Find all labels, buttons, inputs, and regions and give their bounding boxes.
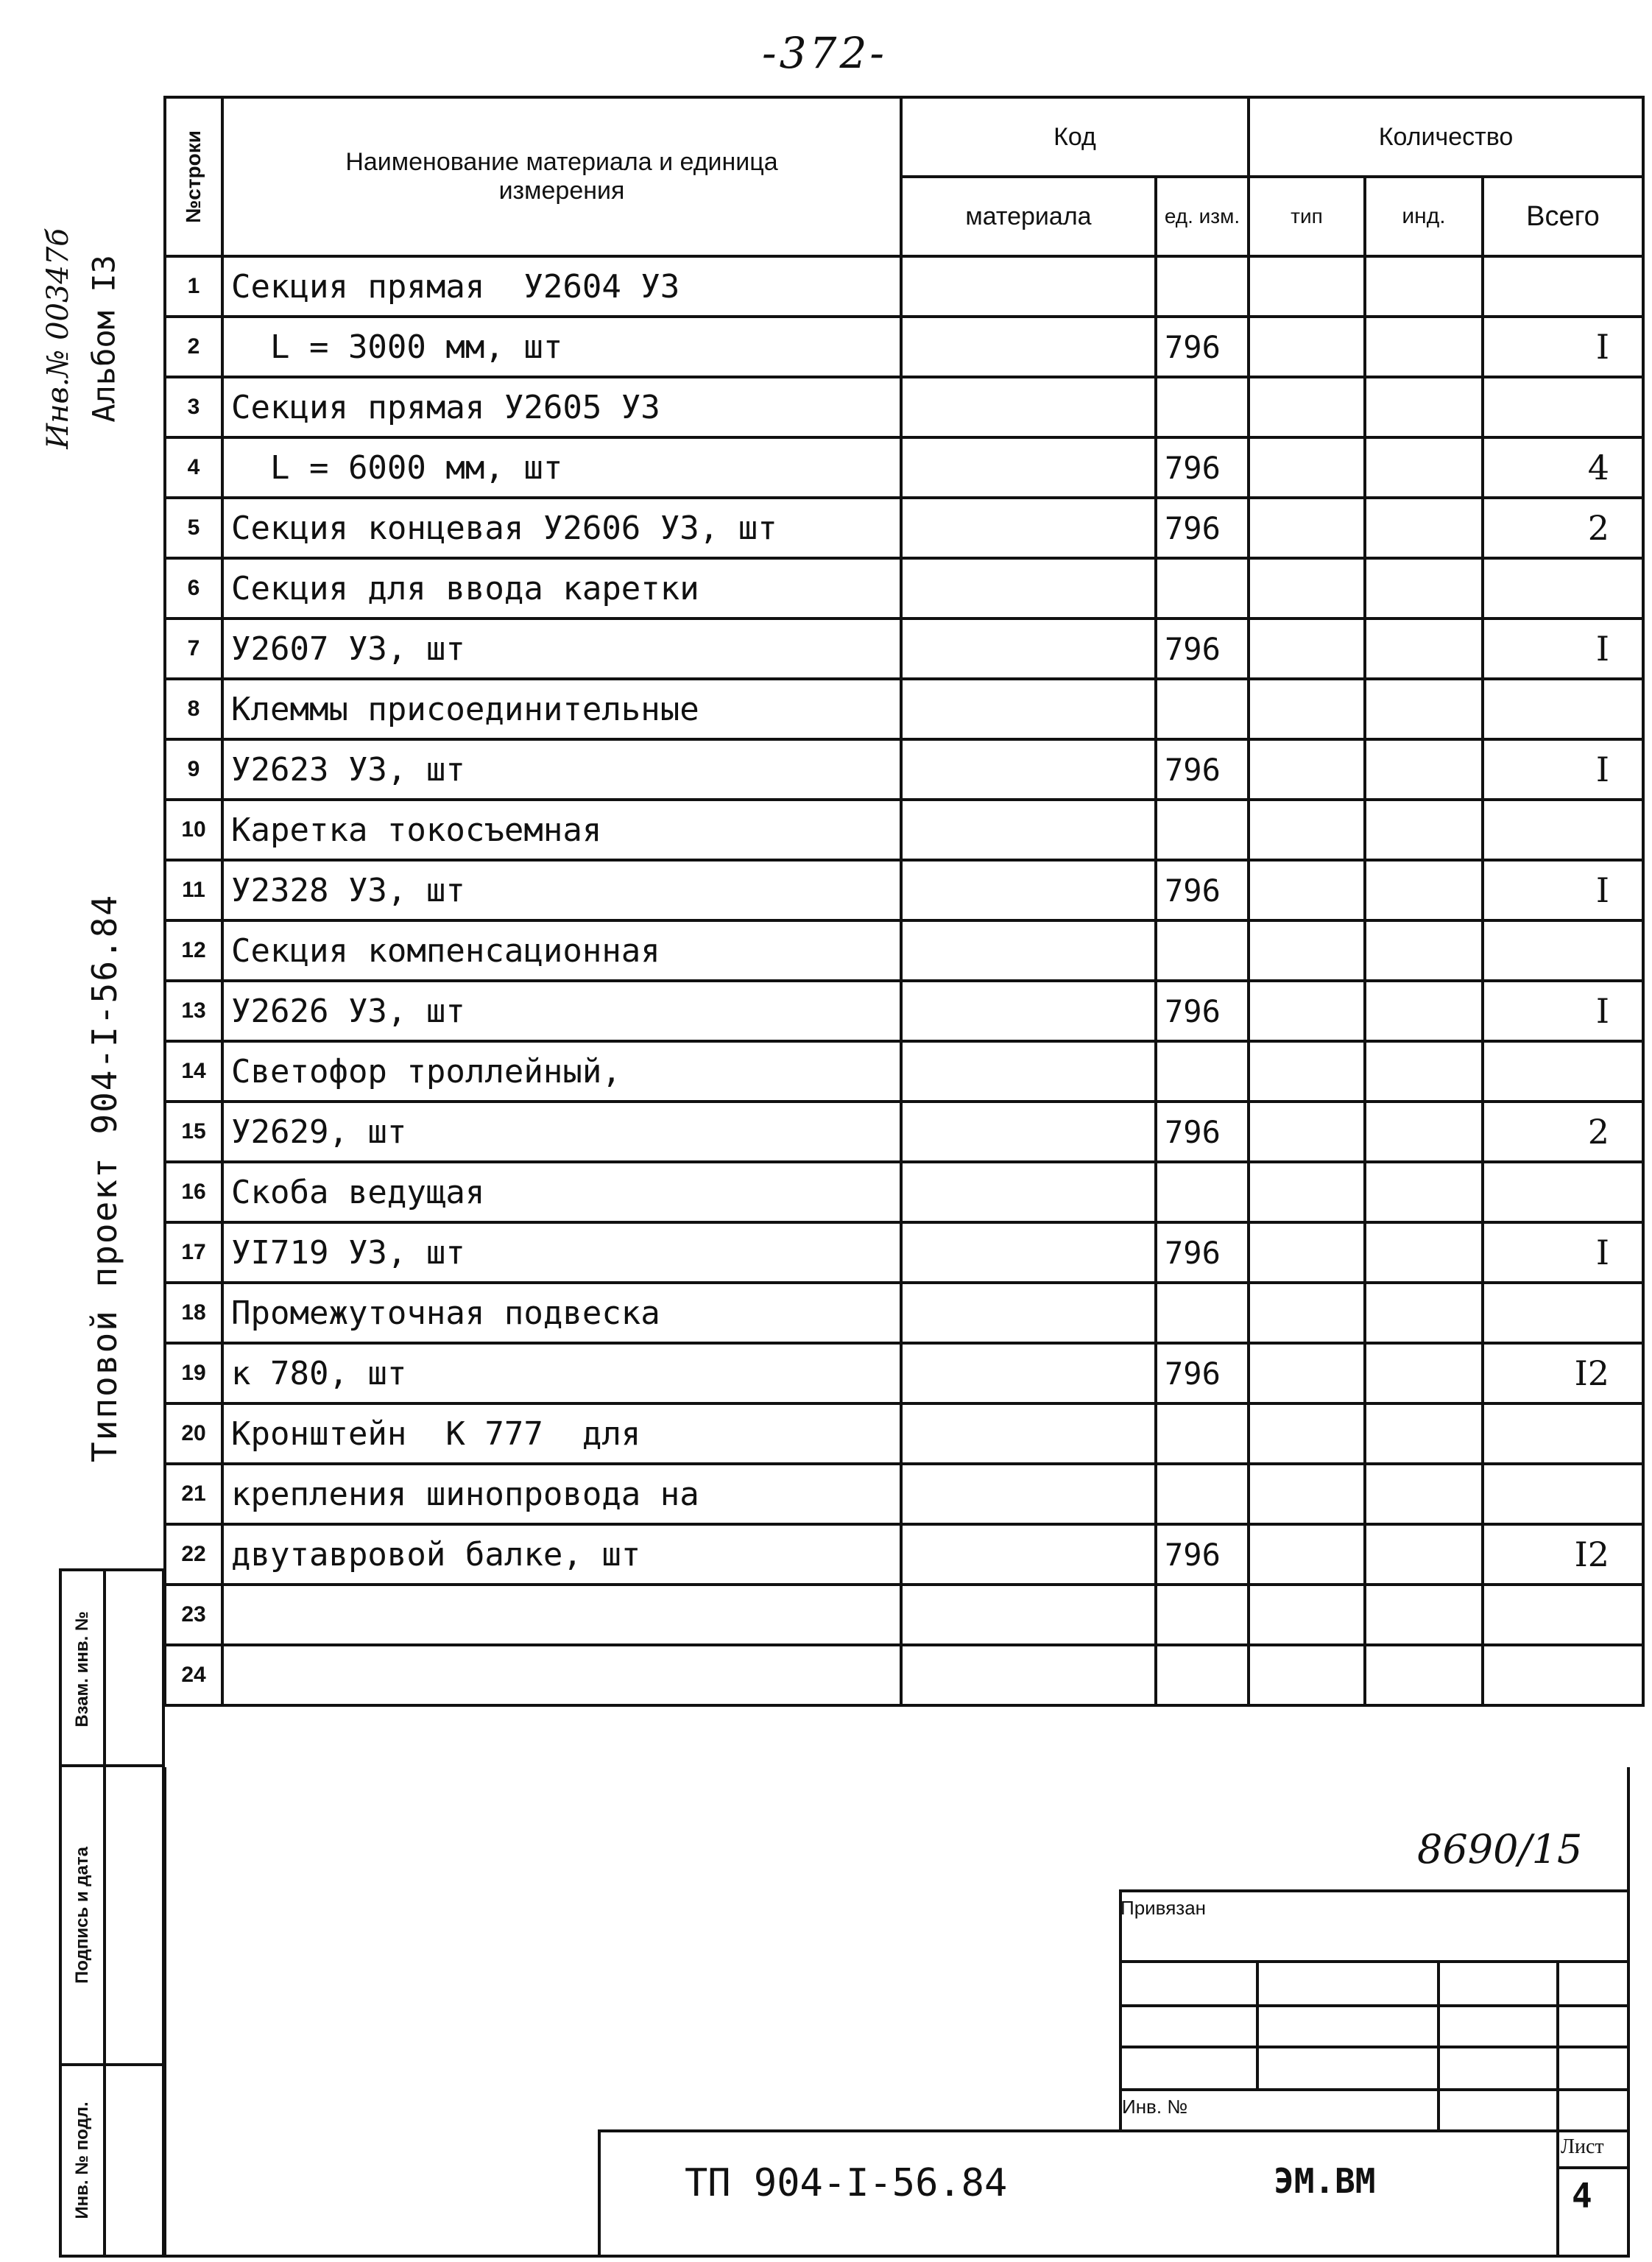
material-code (901, 1464, 1156, 1524)
stamp-line-2 (1119, 2004, 1630, 2007)
stamp-document-code: ЭМ.ВМ (1274, 2161, 1376, 2201)
quantity-total: 2 (1483, 498, 1643, 558)
unit-code: 796 (1156, 739, 1249, 800)
quantity-total: 2 (1483, 1102, 1643, 1162)
quantity-type (1249, 498, 1365, 558)
frame-bottom (163, 2255, 1630, 2258)
row-number: 21 (165, 1464, 222, 1524)
frame-right (1627, 1767, 1630, 2258)
material-code (901, 739, 1156, 800)
quantity-total: I2 (1483, 1524, 1643, 1585)
row-number: 20 (165, 1403, 222, 1464)
unit-code (1156, 800, 1249, 860)
quantity-individual (1365, 1162, 1483, 1222)
quantity-type (1249, 1464, 1365, 1524)
unit-code (1156, 256, 1249, 317)
row-number: 4 (165, 437, 222, 498)
stamp-vline-3 (1556, 1960, 1559, 2258)
unit-code: 796 (1156, 1222, 1249, 1283)
quantity-type (1249, 1403, 1365, 1464)
header-code: Код (901, 97, 1249, 177)
material-code (901, 317, 1156, 377)
material-name: крепления шинопровода на (222, 1464, 901, 1524)
material-code (901, 679, 1156, 739)
table-row (165, 1343, 1643, 1403)
material-code (901, 1403, 1156, 1464)
material-code (901, 860, 1156, 920)
quantity-total (1483, 1645, 1643, 1705)
quantity-type (1249, 1222, 1365, 1283)
row-number: 15 (165, 1102, 222, 1162)
unit-code (1156, 1403, 1249, 1464)
quantity-total: 4 (1483, 437, 1643, 498)
quantity-individual (1365, 1585, 1483, 1645)
row-number: 24 (165, 1645, 222, 1705)
header-code-unit: ед. изм. (1156, 177, 1249, 256)
quantity-individual (1365, 739, 1483, 800)
quantity-individual (1365, 256, 1483, 317)
row-number: 3 (165, 377, 222, 437)
header-quantity: Количество (1249, 97, 1643, 177)
unit-code (1156, 1645, 1249, 1705)
quantity-total: I2 (1483, 1343, 1643, 1403)
material-name: L = 3000 мм, шт (222, 317, 901, 377)
table-row (165, 1041, 1643, 1102)
archive-number: 8690/15 (1417, 1826, 1583, 1872)
quantity-type (1249, 1283, 1365, 1343)
stamp-designation: ТП 904-I-56.84 (685, 2161, 1008, 2205)
quantity-type (1249, 1585, 1365, 1645)
table-row (165, 1222, 1643, 1283)
header-qty-ind: инд. (1365, 177, 1483, 256)
quantity-total: I (1483, 860, 1643, 920)
quantity-total (1483, 1585, 1643, 1645)
quantity-individual (1365, 1403, 1483, 1464)
row-number: 19 (165, 1343, 222, 1403)
unit-code: 796 (1156, 1343, 1249, 1403)
header-name: Наименование материала и единица измерения (222, 97, 901, 256)
unit-code (1156, 1585, 1249, 1645)
table-row (165, 981, 1643, 1041)
material-code (901, 1585, 1156, 1645)
quantity-individual (1365, 1343, 1483, 1403)
stamp-vline-main (598, 2129, 601, 2258)
stamp-sheet-line (1556, 2166, 1630, 2169)
quantity-type (1249, 256, 1365, 317)
material-name: У2629, шт (222, 1102, 901, 1162)
material-code (901, 1162, 1156, 1222)
quantity-type (1249, 1041, 1365, 1102)
unit-code: 796 (1156, 860, 1249, 920)
material-name: Светофор троллейный, (222, 1041, 901, 1102)
row-number: 9 (165, 739, 222, 800)
material-name: Секция для ввода каретки (222, 558, 901, 619)
unit-code: 796 (1156, 437, 1249, 498)
stamp-line-4 (1119, 2088, 1630, 2091)
quantity-individual (1365, 437, 1483, 498)
material-code (901, 437, 1156, 498)
material-code (901, 800, 1156, 860)
table-row (165, 1162, 1643, 1222)
material-name: Промежуточная подвеска (222, 1283, 901, 1343)
quantity-individual (1365, 1041, 1483, 1102)
quantity-type (1249, 981, 1365, 1041)
table-row (165, 800, 1643, 860)
material-name: Скоба ведущая (222, 1162, 901, 1222)
table-row (165, 1403, 1643, 1464)
material-name: У2328 УЗ, шт (222, 860, 901, 920)
table-row (165, 739, 1643, 800)
table-row (165, 619, 1643, 679)
strip-inv-orig (62, 2066, 103, 2255)
side-inventory-note (32, 147, 84, 530)
material-name: У2626 УЗ, шт (222, 981, 901, 1041)
specification-table (163, 96, 1645, 1707)
quantity-total (1483, 1041, 1643, 1102)
unit-code (1156, 377, 1249, 437)
material-name: двутавровой балке, шт (222, 1524, 901, 1585)
quantity-total (1483, 377, 1643, 437)
quantity-type (1249, 1645, 1365, 1705)
row-number: 14 (165, 1041, 222, 1102)
unit-code: 796 (1156, 1524, 1249, 1585)
table-row (165, 317, 1643, 377)
side-album-label (78, 147, 130, 530)
row-number: 16 (165, 1162, 222, 1222)
table-row (165, 1283, 1643, 1343)
table-row (165, 1524, 1643, 1585)
table-row (165, 920, 1643, 981)
unit-code (1156, 1464, 1249, 1524)
material-name: У2623 УЗ, шт (222, 739, 901, 800)
strip-sign-date (62, 1767, 103, 2063)
header-code-material: материала (901, 177, 1156, 256)
stamp-line-3 (1119, 2046, 1630, 2048)
quantity-total (1483, 1283, 1643, 1343)
quantity-total: I (1483, 981, 1643, 1041)
material-name: Секция компенсационная (222, 920, 901, 981)
material-code (901, 256, 1156, 317)
stamp-vline-1 (1256, 1960, 1259, 2090)
quantity-individual (1365, 920, 1483, 981)
side-project-label (75, 847, 134, 1509)
table-row (165, 256, 1643, 317)
strip-divider (103, 1568, 106, 2258)
quantity-type (1249, 558, 1365, 619)
material-name (222, 1585, 901, 1645)
quantity-type (1249, 1102, 1365, 1162)
quantity-individual (1365, 558, 1483, 619)
quantity-type (1249, 1524, 1365, 1585)
row-number: 5 (165, 498, 222, 558)
unit-code: 796 (1156, 1102, 1249, 1162)
quantity-total: I (1483, 1222, 1643, 1283)
material-code (901, 1041, 1156, 1102)
stamp-sheet-number: 4 (1572, 2176, 1592, 2216)
material-code (901, 981, 1156, 1041)
material-name: Секция прямая У2605 УЗ (222, 377, 901, 437)
material-code (901, 1645, 1156, 1705)
quantity-individual (1365, 981, 1483, 1041)
quantity-total (1483, 558, 1643, 619)
quantity-individual (1365, 1645, 1483, 1705)
stamp-line-linked (1119, 1889, 1630, 1892)
material-code (901, 1102, 1156, 1162)
table-row (165, 860, 1643, 920)
material-name: Каретка токосъемная (222, 800, 901, 860)
material-name: У2607 УЗ, шт (222, 619, 901, 679)
quantity-individual (1365, 860, 1483, 920)
material-name: к 780, шт (222, 1343, 901, 1403)
material-code (901, 1283, 1156, 1343)
row-number: 17 (165, 1222, 222, 1283)
material-name: Клеммы присоединительные (222, 679, 901, 739)
header-qty-total: Всего (1483, 177, 1643, 256)
row-number: 2 (165, 317, 222, 377)
side-inventory-note-text: Инв.№ 00347б (41, 228, 75, 449)
unit-code (1156, 1162, 1249, 1222)
material-code (901, 498, 1156, 558)
quantity-total (1483, 1162, 1643, 1222)
strip-vzam (62, 1573, 103, 1766)
unit-code (1156, 920, 1249, 981)
quantity-type (1249, 679, 1365, 739)
quantity-total (1483, 920, 1643, 981)
unit-code (1156, 1283, 1249, 1343)
material-name: L = 6000 мм, шт (222, 437, 901, 498)
header-row-number-text: №строки (182, 130, 205, 223)
table-row (165, 437, 1643, 498)
quantity-type (1249, 1162, 1365, 1222)
quantity-total: I (1483, 619, 1643, 679)
quantity-individual (1365, 1283, 1483, 1343)
row-number: 7 (165, 619, 222, 679)
header-qty-type: тип (1249, 177, 1365, 256)
material-name: Кронштейн К 777 для (222, 1403, 901, 1464)
side-project-text: Типовой проект 904-I-56.84 (85, 893, 124, 1463)
stamp-vline-2 (1437, 1960, 1440, 2132)
material-code (901, 920, 1156, 981)
row-number: 11 (165, 860, 222, 920)
table-row (165, 377, 1643, 437)
quantity-total: I (1483, 317, 1643, 377)
page-number: -372- (762, 28, 887, 78)
stamp-linked: Привязан (1120, 1897, 1207, 1919)
row-number: 10 (165, 800, 222, 860)
quantity-total (1483, 1464, 1643, 1524)
quantity-type (1249, 800, 1365, 860)
unit-code: 796 (1156, 981, 1249, 1041)
quantity-individual (1365, 317, 1483, 377)
material-code (901, 1524, 1156, 1585)
table-row (165, 1464, 1643, 1524)
table-row (165, 1102, 1643, 1162)
quantity-individual (1365, 377, 1483, 437)
quantity-total (1483, 256, 1643, 317)
quantity-total (1483, 1403, 1643, 1464)
unit-code (1156, 1041, 1249, 1102)
quantity-individual (1365, 1222, 1483, 1283)
quantity-type (1249, 860, 1365, 920)
table-row (165, 1645, 1643, 1705)
quantity-type (1249, 437, 1365, 498)
stamp-inventory: Инв. № (1122, 2096, 1188, 2118)
row-number: 18 (165, 1283, 222, 1343)
quantity-type (1249, 920, 1365, 981)
quantity-individual (1365, 800, 1483, 860)
material-name: Секция концевая У2606 УЗ, шт (222, 498, 901, 558)
row-number: 1 (165, 256, 222, 317)
strip-sign-date-label: Подпись и дата (72, 1847, 92, 1984)
strip-vzam-label: Взам. инв. № (72, 1611, 92, 1727)
material-code (901, 377, 1156, 437)
material-name: УI719 УЗ, шт (222, 1222, 901, 1283)
material-code (901, 1343, 1156, 1403)
quantity-individual (1365, 619, 1483, 679)
quantity-individual (1365, 498, 1483, 558)
quantity-total: I (1483, 739, 1643, 800)
material-name: Секция прямая У2604 УЗ (222, 256, 901, 317)
table-header-row (165, 97, 1643, 177)
quantity-type (1249, 317, 1365, 377)
stamp-sheet-label: Лист (1561, 2135, 1604, 2158)
quantity-individual (1365, 1464, 1483, 1524)
row-number: 8 (165, 679, 222, 739)
table-row (165, 558, 1643, 619)
unit-code (1156, 558, 1249, 619)
row-number: 13 (165, 981, 222, 1041)
material-code (901, 1222, 1156, 1283)
side-album-text: Альбом I3 (85, 255, 122, 423)
material-code (901, 619, 1156, 679)
quantity-individual (1365, 1524, 1483, 1585)
unit-code (1156, 679, 1249, 739)
quantity-total (1483, 679, 1643, 739)
unit-code: 796 (1156, 498, 1249, 558)
unit-code: 796 (1156, 619, 1249, 679)
quantity-type (1249, 377, 1365, 437)
row-number: 22 (165, 1524, 222, 1585)
table-row (165, 1585, 1643, 1645)
unit-code: 796 (1156, 317, 1249, 377)
strip-inv-orig-label: Инв. № подл. (72, 2101, 92, 2219)
quantity-individual (1365, 679, 1483, 739)
row-number: 23 (165, 1585, 222, 1645)
quantity-individual (1365, 1102, 1483, 1162)
material-name (222, 1645, 901, 1705)
stamp-line-main (598, 2129, 1630, 2132)
quantity-type (1249, 739, 1365, 800)
quantity-type (1249, 619, 1365, 679)
table-row (165, 679, 1643, 739)
row-number: 6 (165, 558, 222, 619)
frame-left (163, 1767, 166, 2258)
header-row-number (165, 97, 222, 256)
stamp-line-1 (1119, 1960, 1630, 1963)
quantity-total (1483, 800, 1643, 860)
material-code (901, 558, 1156, 619)
quantity-type (1249, 1343, 1365, 1403)
table-row (165, 498, 1643, 558)
row-number: 12 (165, 920, 222, 981)
